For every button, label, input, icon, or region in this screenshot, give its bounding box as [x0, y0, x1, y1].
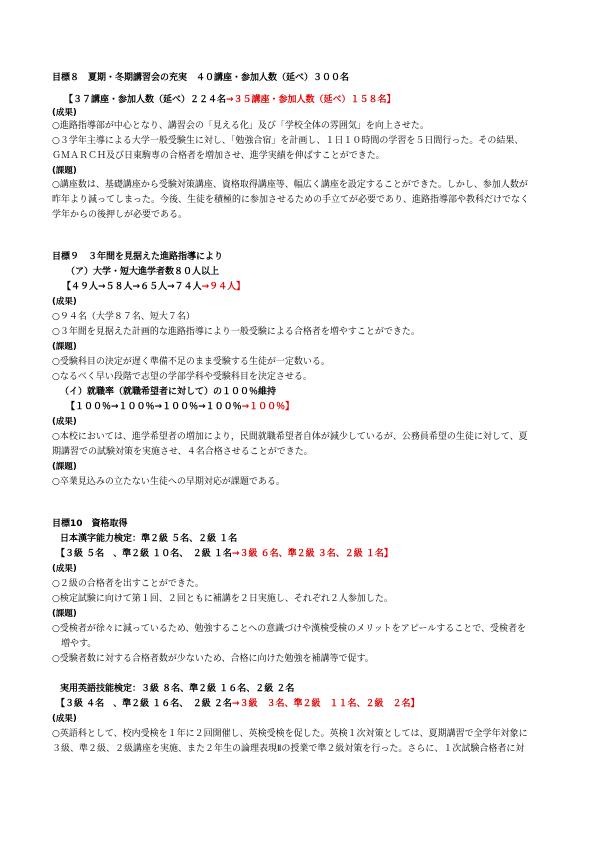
goal9-result-a-label: (成果) [52, 297, 77, 307]
kanji-issue-label: (課題) [52, 609, 77, 619]
eiken-title: 実用英語技能検定：３級 ８名、準２級 １６名、２級 ２名 [60, 684, 295, 694]
kanji-result-line: ○検定試験に向けて第１回、２回ともに補講を２日実施し、それぞれ２人参加した。 [52, 594, 393, 604]
goal8-record-current: →３５講座・参加人数（延べ）１５８名】 [226, 95, 396, 105]
goal9-sub-a: （ア）大学・短大進学者数８０人以上 [66, 267, 220, 277]
goal8-issue-line: 学年からの後押しが必要である。 [52, 210, 188, 220]
goal8-issue-line: 昨年より減ってしまった。今後、生徒を積極的に参加させるための手立てが必要であり、進路指導部や教科だけでなく [52, 195, 530, 205]
goal9-record-a-previous: 【４９人→５８人→６５人→７４人 [62, 282, 202, 292]
goal8-result-line: ○３学年主導による大学一般受験生に対し、「勉強合宿」を計画し、１日１０時間の学習を５日間行った。その結果、 [52, 136, 524, 146]
goal8-issue-line: ○講座数は、基礎講座から受験対策講座、資格取得講座等、幅広く講座を設定することができた。しかし、参加人数が [52, 180, 528, 190]
goal9-result-b-label: (成果) [52, 417, 77, 427]
eiken-record-previous: 【３級 ４名 、準２級 １６名、 ２級 ２名 [56, 699, 232, 709]
kanji-issue-line: ○受検者が徐々に減っているため、勉強することへの意識づけや漢検受検のメリットをアピールすることで、受検者を [52, 624, 527, 634]
kanji-record-previous: 【３級 ５名 、準２級 １０名、 ２級 １名 [56, 549, 232, 559]
goal9-issue-b-label: (課題) [52, 462, 77, 472]
goal8-result-label: (成果) [52, 108, 77, 118]
kanji-record [56, 549, 393, 560]
goal9-title: 目標９ ３年間を見据えた進路指導により [52, 252, 224, 262]
goal9-result-b-line: 期講習での試験対策を実施させ、４名合格させることができた。 [52, 447, 313, 457]
goal8-issue-label: (課題) [52, 166, 77, 176]
kanji-title: 日本漢字能力検定：準２級 ５名、２級 １名 [60, 534, 238, 544]
goal9-record-a-current: →９４人】 [201, 282, 246, 292]
goal9-result-b-line: ○本校においては、進学希望者の増加により，民間就職希望者自体が減少しているが、公務員希望の生徒に対して、夏 [52, 432, 528, 442]
eiken-record [56, 699, 419, 710]
goal8-title: 目標８ 夏期・冬期講習会の充実 ４０講座・参加人数（延べ）３００名 [52, 73, 350, 83]
goal9-record-b-previous: 【１００％→１００％→１００％→１００％ [66, 402, 242, 412]
kanji-result-label: (成果) [52, 564, 77, 574]
goal9-issue-a-line: ○受験科目の決定が遅く準備不足のまま受験する生徒が一定数いる。 [52, 357, 330, 367]
goal10-title: 目標10 資格取得 [52, 519, 128, 529]
kanji-result-line: ○２級の合格者を出すことができた。 [52, 579, 204, 589]
goal9-issue-a-label: (課題) [52, 342, 77, 352]
eiken-result-line: ３級、準２級、２級講座を実施、また２年生の論理表現Ⅱの授業で準２級対策を行った。さらに、１次試験合格者に対 [52, 744, 525, 754]
goal8-result-line: ○進路指導部が中心となり、講習会の「見える化」及び「学校全体の雰囲気」を向上させた。 [52, 121, 429, 131]
goal9-record-a [62, 282, 245, 293]
goal9-record-b [66, 402, 294, 413]
goal9-issue-b-line: ○卒業見込みの立たない生徒への早期対応が課題である。 [52, 477, 285, 487]
goal9-result-a-line: ○３年間を見据えた計画的な進路指導により一般受験による合格者を増やすことができた。 [52, 327, 420, 337]
kanji-issue-line: ○受験者数に対する合格者数が少ないため、合格に向けた勉強を補講等で促す。 [52, 654, 374, 664]
kanji-record-current: →３級 ６名、準２級 ３名、２級 １名】 [231, 549, 393, 559]
kanji-issue-line: 増やす。 [52, 639, 97, 649]
goal8-record [64, 95, 396, 106]
goal9-issue-a-line: ○なるべく早い段階で志望の学部学科や受験科目を決定させる。 [52, 372, 312, 382]
goal9-record-b-current: →１００％】 [241, 402, 295, 412]
goal8-result-line: ＧＭＡＲＣＨ及び日東駒専の合格者を増加させ、進学実績を伸ばすことができた。 [52, 151, 385, 161]
goal9-result-a-line: ○９４名（大学８７名、短大７名） [52, 312, 195, 322]
eiken-result-label: (成果) [52, 714, 77, 724]
eiken-record-current: →３級 ３名、準２級 １１名、２級 ２名】 [231, 699, 420, 709]
eiken-result-line: ○英語科として、校内受検を１年に２回開催し、英検受検を促した。英検１次対策としては、夏期講習で全学年対象に [52, 729, 528, 739]
goal8-record-previous: 【３７講座・参加人数（延べ）２２４名 [64, 95, 227, 105]
goal9-sub-b: （イ）就職率（就職希望者に対して）の１００％維持 [60, 387, 277, 397]
